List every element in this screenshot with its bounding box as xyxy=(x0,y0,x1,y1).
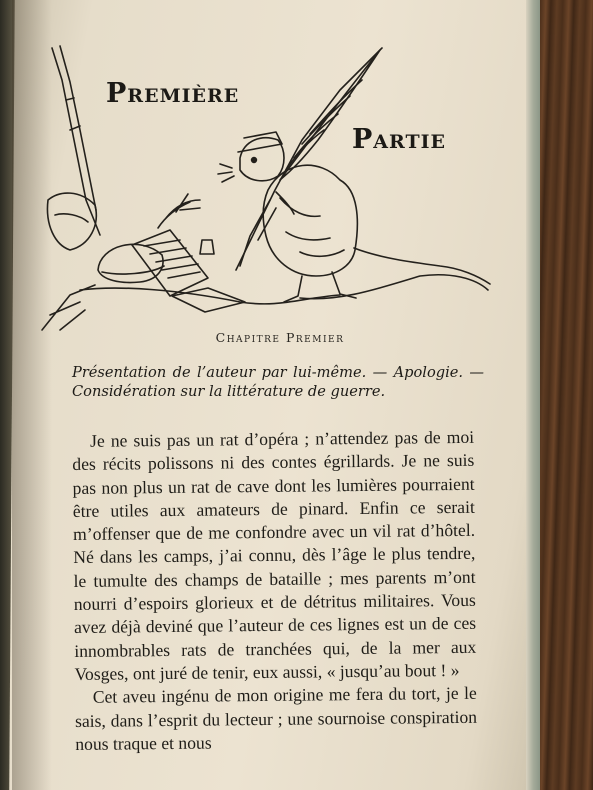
chapter-summary: Présentation de l’auteur par lui-même. — Apologie. — Considération sur la littérature de guerre. xyxy=(72,364,484,400)
paragraph: Je ne suis pas un rat d’opéra ; n’attendez pas de moi des récits polissons ni des contes égrillards. Je ne suis pas non plus un rat de cave dont les lumières pourraient être utiles aux amateurs de pinard. Enfin ce serait m’offenser que de me confondre avec un vil rat d’hôtel. Né dans les camps, j’ai connu, dès l’âge le plus tendre, le tumulte des champs de bataille ; mes parents m’ont nourri d’espoirs glorieux et de détritus militaires. Vous avez déjà deviné que l’auteur de ces lignes est un de ces innombrables rats de tranchées qui, de la mer aux Vosges, ont juré de tenir, eux aussi, « jusqu’au bout ! » xyxy=(72,426,477,684)
part-title-word-2: Partie xyxy=(352,124,447,155)
part-title-word-1: Première xyxy=(106,78,240,109)
wooden-table xyxy=(540,0,593,790)
paragraph: Cet aveu ingénu de mon origine me fera du tort, je le sais, dans l’esprit du lecteur ; une sournoise conspiration nous traque et nous xyxy=(74,683,478,754)
chapter-body xyxy=(72,426,477,756)
chapter-title: Chapitre Premier xyxy=(215,330,345,345)
